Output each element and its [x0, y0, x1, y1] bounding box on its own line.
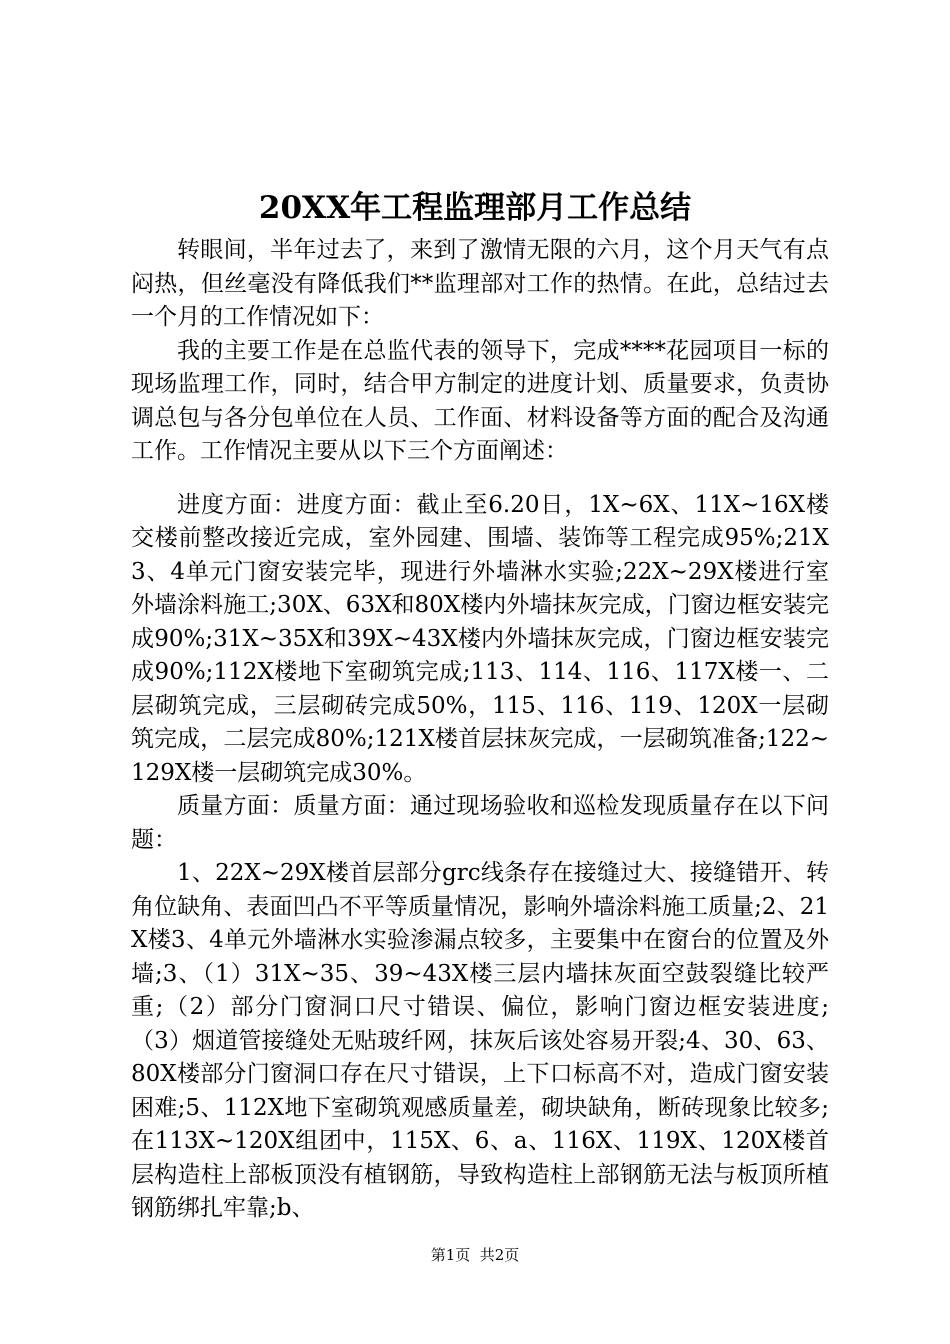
document-body — [131, 234, 829, 1226]
paragraph-main-work: 我的主要工作是在总监代表的领导下，完成****花园项目一标的现场监理工作，同时，结合甲方制定的进度计划、质量要求，负责协调总包与各分包单位在人员、工作面、材料设备等方面的配合及沟通工作。工作情况主要从以下三个方面阐述： — [131, 337, 829, 464]
document-title: 20XX年工程监理部月工作总结 — [258, 190, 692, 226]
paragraph-quality-issues: 1、22X~29X楼首层部分grc线条存在接缝过大、接缝错开、转角位缺角、表面凹凸不平等质量情况，影响外墙涂料施工质量;2、21X楼3、4单元外墙淋水实验渗漏点较多，主要集中在窗台的位置及外墙;3、（1）31X~35、39~43X楼三层内墙抹灰面空鼓裂缝比较严重;（2）部分门窗洞口尺寸错误、偏位，影响门窗边框安装进度;（3）烟道管接缝处无贴玻纤网，抹灰后该处容易开裂;4、30、63、80X楼部分门窗洞口存在尺寸错误，上下口标高不对，造成门窗安装困难;5、112X地下室砌筑观感质量差，砌块缺角，断砖现象比较多;在113X~120X组团中，115X、6、a、116X、119X、120X楼首层构造柱上部板顶没有植钢筋，导致构造柱上部钢筋无法与板顶所植钢筋绑扎牢靠;b、 — [131, 860, 829, 1221]
paragraph-quality-heading: 质量方面：质量方面：通过现场验收和巡检发现质量存在以下问题： — [131, 793, 829, 853]
paragraph-progress: 进度方面：进度方面：截止至6.20日，1X~6X、11X~16X楼交楼前整改接近完成，室外园建、围墙、装饰等工程完成95%;21X3、4单元门窗安装完毕，现进行外墙淋水实验;22X~29X楼进行室外墙涂料施工;30X、63X和80X楼内外墙抹灰完成，门窗边框安装完成90%;31X~35X和39X~43X楼内外墙抹灰完成，门窗边框安装完成90%;112X楼地下室砌筑完成;113、114、116、117X楼一、二层砌筑完成，三层砌砖完成50%，115、116、119、120X一层砌筑完成，二层完成80%;121X楼首层抹灰完成，一层砌筑准备;122~129X楼一层砌筑完成30%。 — [131, 491, 829, 786]
paragraph-intro: 转眼间，半年过去了，来到了激情无限的六月，这个月天气有点闷热，但丝毫没有降低我们**监理部对工作的热情。在此，总结过去一个月的工作情况如下： — [131, 237, 829, 330]
page-footer: 第1页 共2页 — [430, 1246, 520, 1264]
